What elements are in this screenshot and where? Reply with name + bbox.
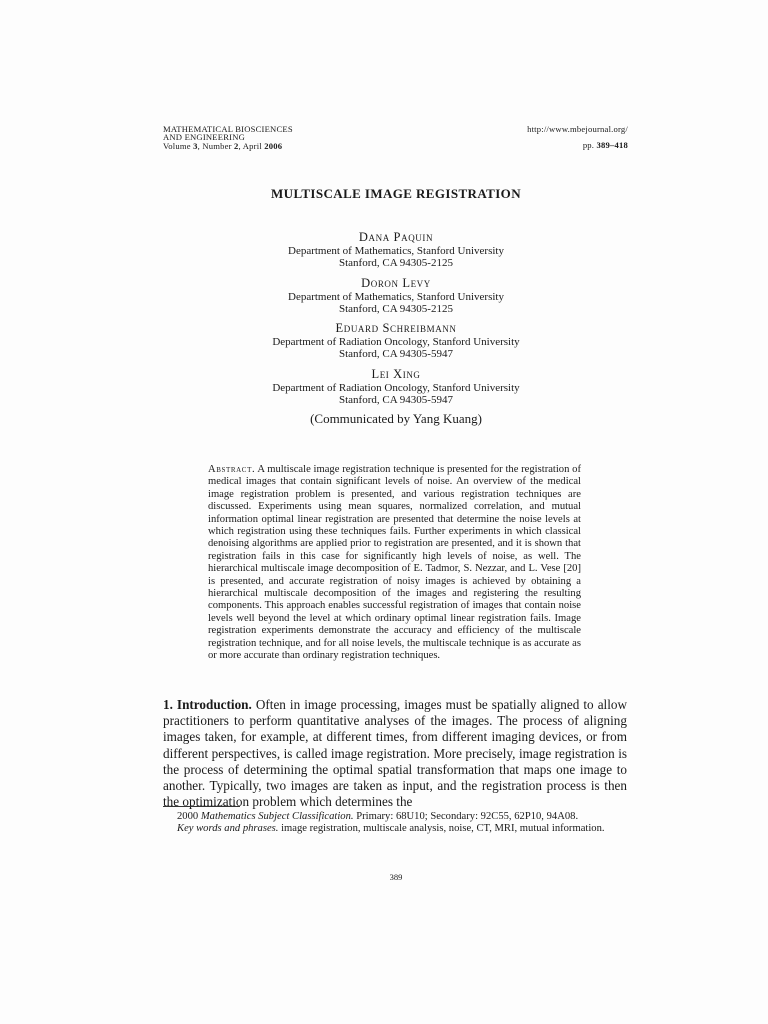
author-affiliation: Department of Radiation Oncology, Stanford University (272, 336, 520, 349)
communicated-by: (Communicated by Yang Kuang) (310, 411, 482, 427)
volume-number: 3 (193, 140, 198, 151)
author-affiliation: Department of Radiation Oncology, Stanford University (272, 381, 520, 394)
author-address: Stanford, CA 94305-2125 (339, 257, 453, 270)
abstract-label: Abstract. (208, 464, 256, 475)
introduction-section (163, 697, 627, 810)
author-address: Stanford, CA 94305-5947 (339, 348, 453, 361)
journal-name-line1: MATHEMATICAL BIOSCIENCES (163, 124, 293, 134)
page-range: pp. 389–418 (582, 140, 628, 151)
author-affiliation: Department of Mathematics, Stanford University (288, 245, 504, 257)
journal-url[interactable]: http://www.mbejournal.org/ (527, 124, 628, 134)
author-name: Eduard Schreibmann (335, 321, 457, 336)
footnote (163, 811, 627, 836)
author-name: Dana Paquin (358, 230, 434, 244)
msc-classification: 2000 Mathematics Subject Classification. Primary: 68U10; Secondary: 92C55, 62P10, 94A08. (177, 811, 579, 822)
author-list (0, 229, 768, 427)
issue-number: 2 (234, 140, 239, 151)
keywords: Key words and phrases. image registration, multiscale analysis, noise, CT, MRI, mutual information. (177, 823, 605, 835)
journal-header (163, 125, 293, 150)
abstract-text: A multiscale image registration technique is presented for the registration of medical images that contain significant levels of noise. An overview of the medical image registration problem is presented, and various registration techniques are discussed. Experiments using mean squares, normalized correlation, and mutual information optimal linear registration are presented that determine the noise levels at which registration using these techniques fails. Further experiments in which classical denoising algorithms are applied prior to registration are presented, and it is shown that registration fails in this case for significantly high levels of noise, as well. The hierarchical multiscale image decomposition of E. Tadmor, S. Nezzar, and L. Vese [20] is presented, and accurate registration of noisy images is achieved by obtaining a hierarchical multiscale decomposition of the images and registering the resulting components. This approach enables successful registration of images that contain noise levels well beyond the level at which ordinary optimal linear registration fails. Image registration experiments demonstrate the accuracy and efficiency of the multiscale registration technique, and for all noise levels, the multiscale technique is as accurate as or more accurate than ordinary registration techniques. (208, 464, 581, 662)
footnote-rule (163, 806, 240, 807)
section-heading: 1. Introduction. (163, 697, 252, 712)
issue-year: 2006 (264, 140, 283, 151)
author-affiliation: Department of Mathematics, Stanford University (288, 290, 504, 303)
volume-info: Volume 3, Number 2, April 2006 (163, 140, 283, 151)
author-name: Doron Levy (361, 275, 431, 290)
journal-name-line2: AND ENGINEERING (163, 132, 246, 143)
author-entry (24, 275, 768, 316)
section-text: Often in image processing, images must be spatially aligned to allow practitioners to perform quantitative analyses of the images. The process of aligning images taken, for example, at different times, from different imaging devices, or from different perspectives, is called image registration. More precisely, image registration is the process of determining the optimal spatial transformation that maps one image to another. Typically, two images are taken as input, and the registration process is then the optimization problem which determines the (163, 697, 627, 810)
author-address: Stanford, CA 94305-2125 (339, 302, 453, 315)
paper-title: MULTISCALE IMAGE REGISTRATION (271, 186, 521, 201)
author-entry (24, 229, 768, 270)
author-address: Stanford, CA 94305-5947 (339, 394, 453, 407)
author-name: Lei Xing (371, 366, 421, 381)
abstract (208, 464, 581, 663)
page-number: 389 (389, 872, 403, 882)
author-entry (24, 366, 768, 407)
author-entry (24, 320, 768, 361)
journal-header-right (527, 125, 628, 150)
